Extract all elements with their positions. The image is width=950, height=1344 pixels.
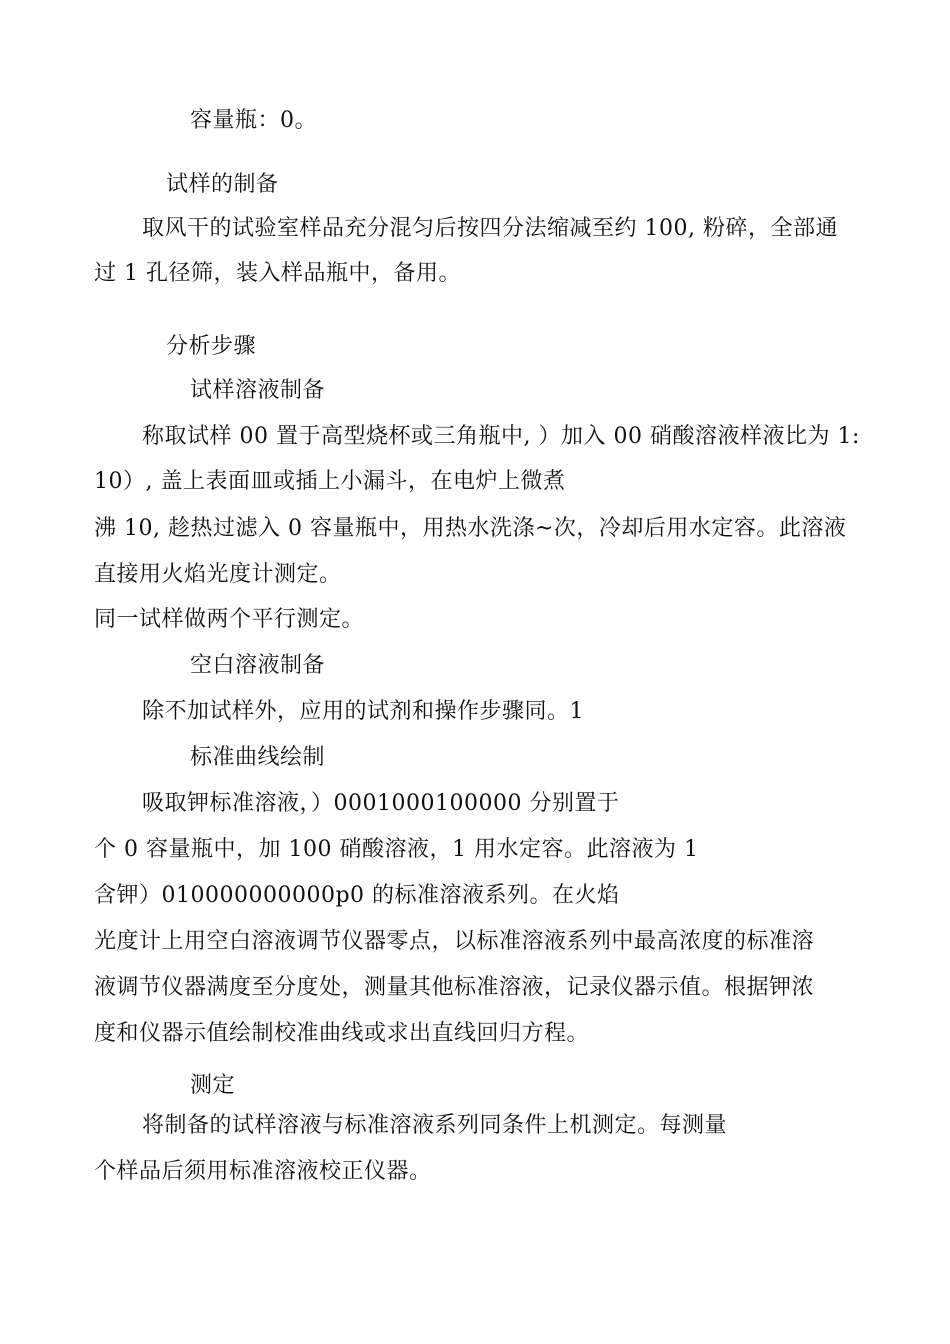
subsection-heading: 空白溶液制备 [190, 653, 326, 678]
section-heading: 试样的制备 [166, 172, 279, 197]
text-line: 含钾）010000000000p0 的标准溶液系列。在火焰 [94, 883, 620, 908]
text-line: 取风干的试验室样品充分混匀后按四分法缩减至约 100, 粉碎，全部通 [142, 216, 838, 241]
text-line: 将制备的试样溶液与标准溶液系列同条件上机测定。每测量 [142, 1113, 728, 1138]
text-line: 过 1 孔径筛，装入样品瓶中，备用。 [94, 261, 461, 286]
text-line: 吸取钾标准溶液，）0001000100000 分别置于 [142, 791, 620, 816]
text-line: 光度计上用空白溶液调节仪器零点，以标准溶液系列中最高浓度的标准溶 [94, 929, 815, 954]
text-line: 除不加试样外，应用的试剂和操作步骤同。1 [142, 699, 584, 724]
subsection-heading: 标准曲线绘制 [190, 745, 326, 770]
text-line: 容量瓶：0。 [190, 108, 317, 133]
text-line: 同一试样做两个平行测定。 [94, 607, 365, 632]
text-line: 个 0 容量瓶中，加 100 硝酸溶液，1 用水定容。此溶液为 1 [94, 837, 699, 862]
text-line: 液调节仪器满度至分度处，测量其他标准溶液，记录仪器示值。根据钾浓 [94, 975, 815, 1000]
text-line: 度和仪器示值绘制校准曲线或求出直线回归方程。 [94, 1021, 590, 1046]
text-line: 10）, 盖上表面皿或插上小漏斗，在电炉上微煮 [94, 469, 566, 494]
subsection-heading: 测定 [190, 1073, 236, 1098]
text-line: 直接用火焰光度计测定。 [94, 562, 342, 587]
text-line: 个样品后须用标准溶液校正仪器。 [94, 1159, 432, 1184]
text-line: 称取试样 00 置于高型烧杯或三角瓶中, ）加入 00 硝酸溶液样液比为 1: [142, 424, 860, 449]
section-heading: 分析步骤 [166, 334, 257, 359]
subsection-heading: 试样溶液制备 [190, 378, 326, 403]
text-line: 沸 10, 趁热过滤入 0 容量瓶中，用热水洗涤~次，冷却后用水定容。此溶液 [94, 516, 847, 541]
